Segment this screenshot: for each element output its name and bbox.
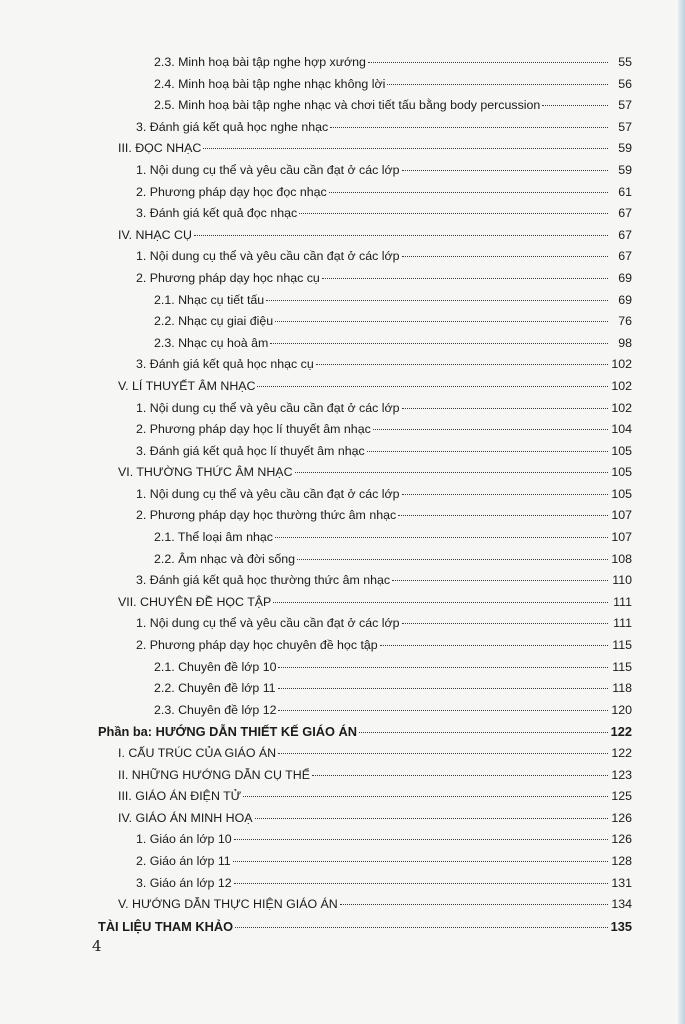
- toc-entry-label: 2. Phương pháp dạy học nhạc cụ: [136, 270, 320, 285]
- toc-entry-label: VI. THƯỜNG THỨC ÂM NHẠC: [118, 465, 293, 480]
- toc-entry-page: 108: [611, 551, 632, 566]
- toc-entry[interactable]: [118, 398, 632, 420]
- toc-entry-page: 107: [611, 530, 632, 545]
- toc-entry-label: 1. Nội dung cụ thể và yêu cầu cần đạt ở các lớp: [136, 162, 400, 177]
- toc-entry-page: 122: [610, 724, 632, 740]
- toc-entry-page: 102: [611, 357, 632, 372]
- dot-leader: [542, 105, 608, 106]
- dot-leader: [373, 429, 608, 430]
- toc-entry[interactable]: [118, 829, 632, 851]
- dot-leader: [243, 796, 608, 797]
- toc-entry-page: 98: [618, 335, 632, 350]
- toc-entry[interactable]: [118, 117, 632, 139]
- dot-leader: [295, 472, 608, 473]
- dot-leader: [402, 170, 608, 171]
- dot-leader: [194, 235, 608, 236]
- toc-entry-page: 55: [618, 55, 632, 69]
- dot-leader: [266, 300, 608, 301]
- toc-entry-page: 56: [618, 76, 632, 91]
- dot-leader: [316, 364, 608, 365]
- toc-entry-label: 2.4. Minh hoạ bài tập nghe nhạc không lời: [154, 76, 386, 91]
- toc-entry-label: IV. NHẠC CỤ: [118, 227, 192, 242]
- toc-entry[interactable]: [118, 505, 632, 527]
- toc-entry-label: 1. Nội dung cụ thể và yêu cầu cần đạt ở các lớp: [136, 249, 400, 264]
- toc-part-heading[interactable]: [98, 721, 632, 743]
- dot-leader: [380, 645, 608, 646]
- toc-entry-page: 67: [618, 227, 632, 242]
- toc-entry-page: 123: [611, 767, 632, 782]
- toc-entry-label: III. ĐỌC NHẠC: [118, 141, 202, 156]
- toc-entry[interactable]: [118, 268, 632, 290]
- toc-entry-label: 3. Đánh giá kết quả đọc nhạc: [136, 206, 298, 221]
- dot-leader: [257, 386, 608, 387]
- toc-entry[interactable]: [118, 160, 632, 182]
- toc-entry[interactable]: [118, 808, 632, 830]
- toc-entry[interactable]: [118, 743, 632, 765]
- toc-entry-label: 2.1. Chuyên đề lớp 10: [154, 659, 277, 674]
- toc-entry-label: 3. Đánh giá kết quả học lí thuyết âm nhạc: [136, 443, 365, 458]
- toc-entry-page: 134: [611, 897, 632, 912]
- toc-entry-page: 59: [618, 162, 632, 177]
- toc-entry[interactable]: [118, 138, 632, 160]
- toc-entry[interactable]: [118, 613, 632, 635]
- toc-entry-label: 2.2. Nhạc cụ giai điệu: [154, 314, 274, 329]
- toc-entry[interactable]: [118, 203, 632, 225]
- toc-entry-label: V. LÍ THUYẾT ÂM NHẠC: [118, 378, 256, 393]
- toc-entry[interactable]: [118, 290, 632, 312]
- toc-entry-label: III. GIÁO ÁN ĐIỆN TỬ: [118, 789, 242, 804]
- toc-entry-page: 128: [611, 853, 632, 868]
- toc-entry-label: 2.1. Thể loại âm nhạc: [154, 530, 273, 545]
- toc-entry[interactable]: [118, 52, 632, 74]
- dot-leader: [368, 62, 608, 63]
- page-number: 4: [92, 937, 102, 955]
- toc-entry[interactable]: [118, 851, 632, 873]
- toc-entry[interactable]: [118, 700, 632, 722]
- toc-entry-page: 125: [611, 789, 632, 804]
- dot-leader: [234, 883, 608, 884]
- toc-entry-page: 111: [613, 616, 632, 631]
- toc-entry-label: 2.5. Minh hoạ bài tập nghe nhạc và chơi tiết tấu bằng body percussion: [154, 98, 541, 113]
- dot-leader: [402, 256, 608, 257]
- toc-entry-label: 1. Nội dung cụ thể và yêu cầu cần đạt ở các lớp: [136, 616, 400, 631]
- toc-entry[interactable]: [118, 873, 632, 895]
- toc-entry-page: 118: [612, 681, 632, 696]
- dot-leader: [340, 904, 608, 905]
- dot-leader: [330, 127, 608, 128]
- toc-entry-label: II. NHỮNG HƯỚNG DẪN CỤ THỂ: [118, 767, 310, 782]
- toc-entry-label: 1. Nội dung cụ thể và yêu cầu cần đạt ở các lớp: [136, 486, 400, 501]
- toc-entry-page: 105: [611, 443, 632, 458]
- toc-entry-label: Phần ba: HƯỚNG DẪN THIẾT KẾ GIÁO ÁN: [98, 724, 357, 740]
- toc-entry-label: 3. Giáo án lớp 12: [136, 875, 232, 890]
- toc-entry-label: 3. Đánh giá kết quả học nhạc cụ: [136, 357, 314, 372]
- toc-entry-label: 2. Phương pháp dạy học đọc nhạc: [136, 184, 327, 199]
- toc-entry-label: 2.1. Nhạc cụ tiết tấu: [154, 292, 265, 307]
- toc-entry-page: 105: [611, 465, 632, 480]
- toc-entry-page: 102: [611, 378, 632, 393]
- dot-leader: [278, 667, 608, 668]
- dot-leader: [329, 192, 608, 193]
- toc-entry[interactable]: [118, 441, 632, 463]
- toc-entry[interactable]: [118, 95, 632, 117]
- dot-leader: [297, 559, 608, 560]
- toc-entry[interactable]: [118, 678, 632, 700]
- toc-entry-page: 57: [618, 98, 632, 113]
- toc-entry-page: 115: [612, 638, 632, 653]
- toc-entry-page: 111: [613, 594, 632, 609]
- toc-entry[interactable]: [118, 527, 632, 549]
- toc-entry[interactable]: [118, 657, 632, 679]
- dot-leader: [367, 451, 608, 452]
- dot-leader: [402, 623, 608, 624]
- toc-entry-label: 2. Phương pháp dạy học chuyên đề học tập: [136, 638, 378, 653]
- toc-entry-page: 69: [618, 292, 632, 307]
- toc-entry-page: 120: [611, 702, 632, 717]
- dot-leader: [275, 537, 608, 538]
- toc-entry-page: 107: [611, 508, 632, 523]
- toc-entry-page: 110: [612, 573, 632, 588]
- toc-entry[interactable]: [118, 376, 632, 398]
- toc-entry-page: 102: [611, 400, 632, 415]
- toc-entry[interactable]: [118, 894, 632, 916]
- dot-leader: [273, 602, 608, 603]
- dot-leader: [398, 515, 608, 516]
- toc-entry-page: 105: [611, 486, 632, 501]
- toc-entry[interactable]: [118, 484, 632, 506]
- toc-entry[interactable]: [118, 311, 632, 333]
- toc-entry-label: 2. Phương pháp dạy học thường thức âm nhạc: [136, 508, 397, 523]
- dot-leader: [233, 861, 608, 862]
- toc-entry[interactable]: [118, 462, 632, 484]
- toc-entry-page: 69: [618, 270, 632, 285]
- toc-entry-page: 126: [611, 832, 632, 847]
- toc-entry[interactable]: [118, 786, 632, 808]
- dot-leader: [270, 343, 608, 344]
- dot-leader: [402, 408, 608, 409]
- toc-entry-page: 57: [618, 119, 632, 134]
- toc-entry-label: 3. Đánh giá kết quả học thường thức âm nhạc: [136, 573, 391, 588]
- toc-entry-label: V. HƯỚNG DẪN THỰC HIỆN GIÁO ÁN: [118, 897, 338, 912]
- toc-entry[interactable]: [118, 549, 632, 571]
- dot-leader: [387, 84, 608, 85]
- toc-entry-label: I. CẤU TRÚC CỦA GIÁO ÁN: [118, 746, 277, 760]
- dot-leader: [275, 321, 608, 322]
- toc-entry[interactable]: [118, 333, 632, 355]
- toc-entry[interactable]: [118, 419, 632, 441]
- toc-entry-page: 59: [618, 141, 632, 156]
- toc-entry[interactable]: [118, 182, 632, 204]
- dot-leader: [299, 213, 608, 214]
- toc-entry[interactable]: [118, 765, 632, 787]
- dot-leader: [312, 775, 608, 776]
- dot-leader: [203, 148, 608, 149]
- dot-leader: [234, 839, 608, 840]
- dot-leader: [255, 818, 609, 819]
- toc-entry-page: 115: [612, 659, 632, 674]
- dot-leader: [359, 732, 608, 733]
- toc-entry-label: 2.3. Minh hoạ bài tập nghe hợp xướng: [154, 55, 366, 69]
- toc-entry-page: 76: [618, 314, 632, 329]
- toc-entry-label: VII. CHUYÊN ĐỀ HỌC TẬP: [118, 594, 272, 609]
- dot-leader: [278, 710, 608, 711]
- toc-entry-page: 104: [611, 422, 632, 437]
- toc-entry[interactable]: [118, 246, 632, 268]
- toc-entry[interactable]: [118, 635, 632, 657]
- toc-entry-page: 67: [618, 249, 632, 264]
- toc-entry-page: 131: [611, 875, 632, 890]
- toc-entry-label: 2.3. Nhạc cụ hoà âm: [154, 335, 269, 350]
- page-edge-stripe: [678, 0, 685, 1024]
- toc-entry-label: 2.2. Chuyên đề lớp 11: [154, 681, 276, 696]
- toc-entry[interactable]: [118, 225, 632, 247]
- table-of-contents: [98, 52, 632, 937]
- dot-leader: [278, 688, 608, 689]
- dot-leader: [392, 580, 608, 581]
- toc-entry-label: 1. Giáo án lớp 10: [136, 832, 232, 847]
- toc-entry-page: 135: [610, 918, 632, 934]
- dot-leader: [322, 278, 608, 279]
- toc-entry[interactable]: [118, 592, 632, 614]
- toc-entry-label: 2.2. Âm nhạc và đời sống: [154, 551, 296, 566]
- toc-entry[interactable]: [118, 570, 632, 592]
- dot-leader: [278, 753, 608, 754]
- toc-entry-label: 3. Đánh giá kết quả học nghe nhạc: [136, 119, 329, 134]
- toc-entry-label: 2.3. Chuyên đề lớp 12: [154, 702, 277, 717]
- toc-entry[interactable]: [118, 354, 632, 376]
- dot-leader: [402, 494, 608, 495]
- dot-leader: [235, 927, 608, 928]
- toc-entry-page: 67: [618, 206, 632, 221]
- toc-entry-label: IV. GIÁO ÁN MINH HOẠ: [118, 810, 253, 825]
- toc-entry-page: 126: [611, 810, 632, 825]
- toc-entry-page: 61: [618, 184, 632, 199]
- toc-entry-label: 2. Phương pháp dạy học lí thuyết âm nhạc: [136, 422, 371, 437]
- toc-entry-label: TÀI LIỆU THAM KHẢO: [98, 918, 234, 934]
- toc-entry-page: 122: [611, 746, 632, 760]
- toc-entry[interactable]: [118, 74, 632, 96]
- toc-bibliography-entry[interactable]: [98, 916, 632, 938]
- toc-entry-label: 1. Nội dung cụ thể và yêu cầu cần đạt ở các lớp: [136, 400, 400, 415]
- toc-entry-label: 2. Giáo án lớp 11: [136, 853, 231, 868]
